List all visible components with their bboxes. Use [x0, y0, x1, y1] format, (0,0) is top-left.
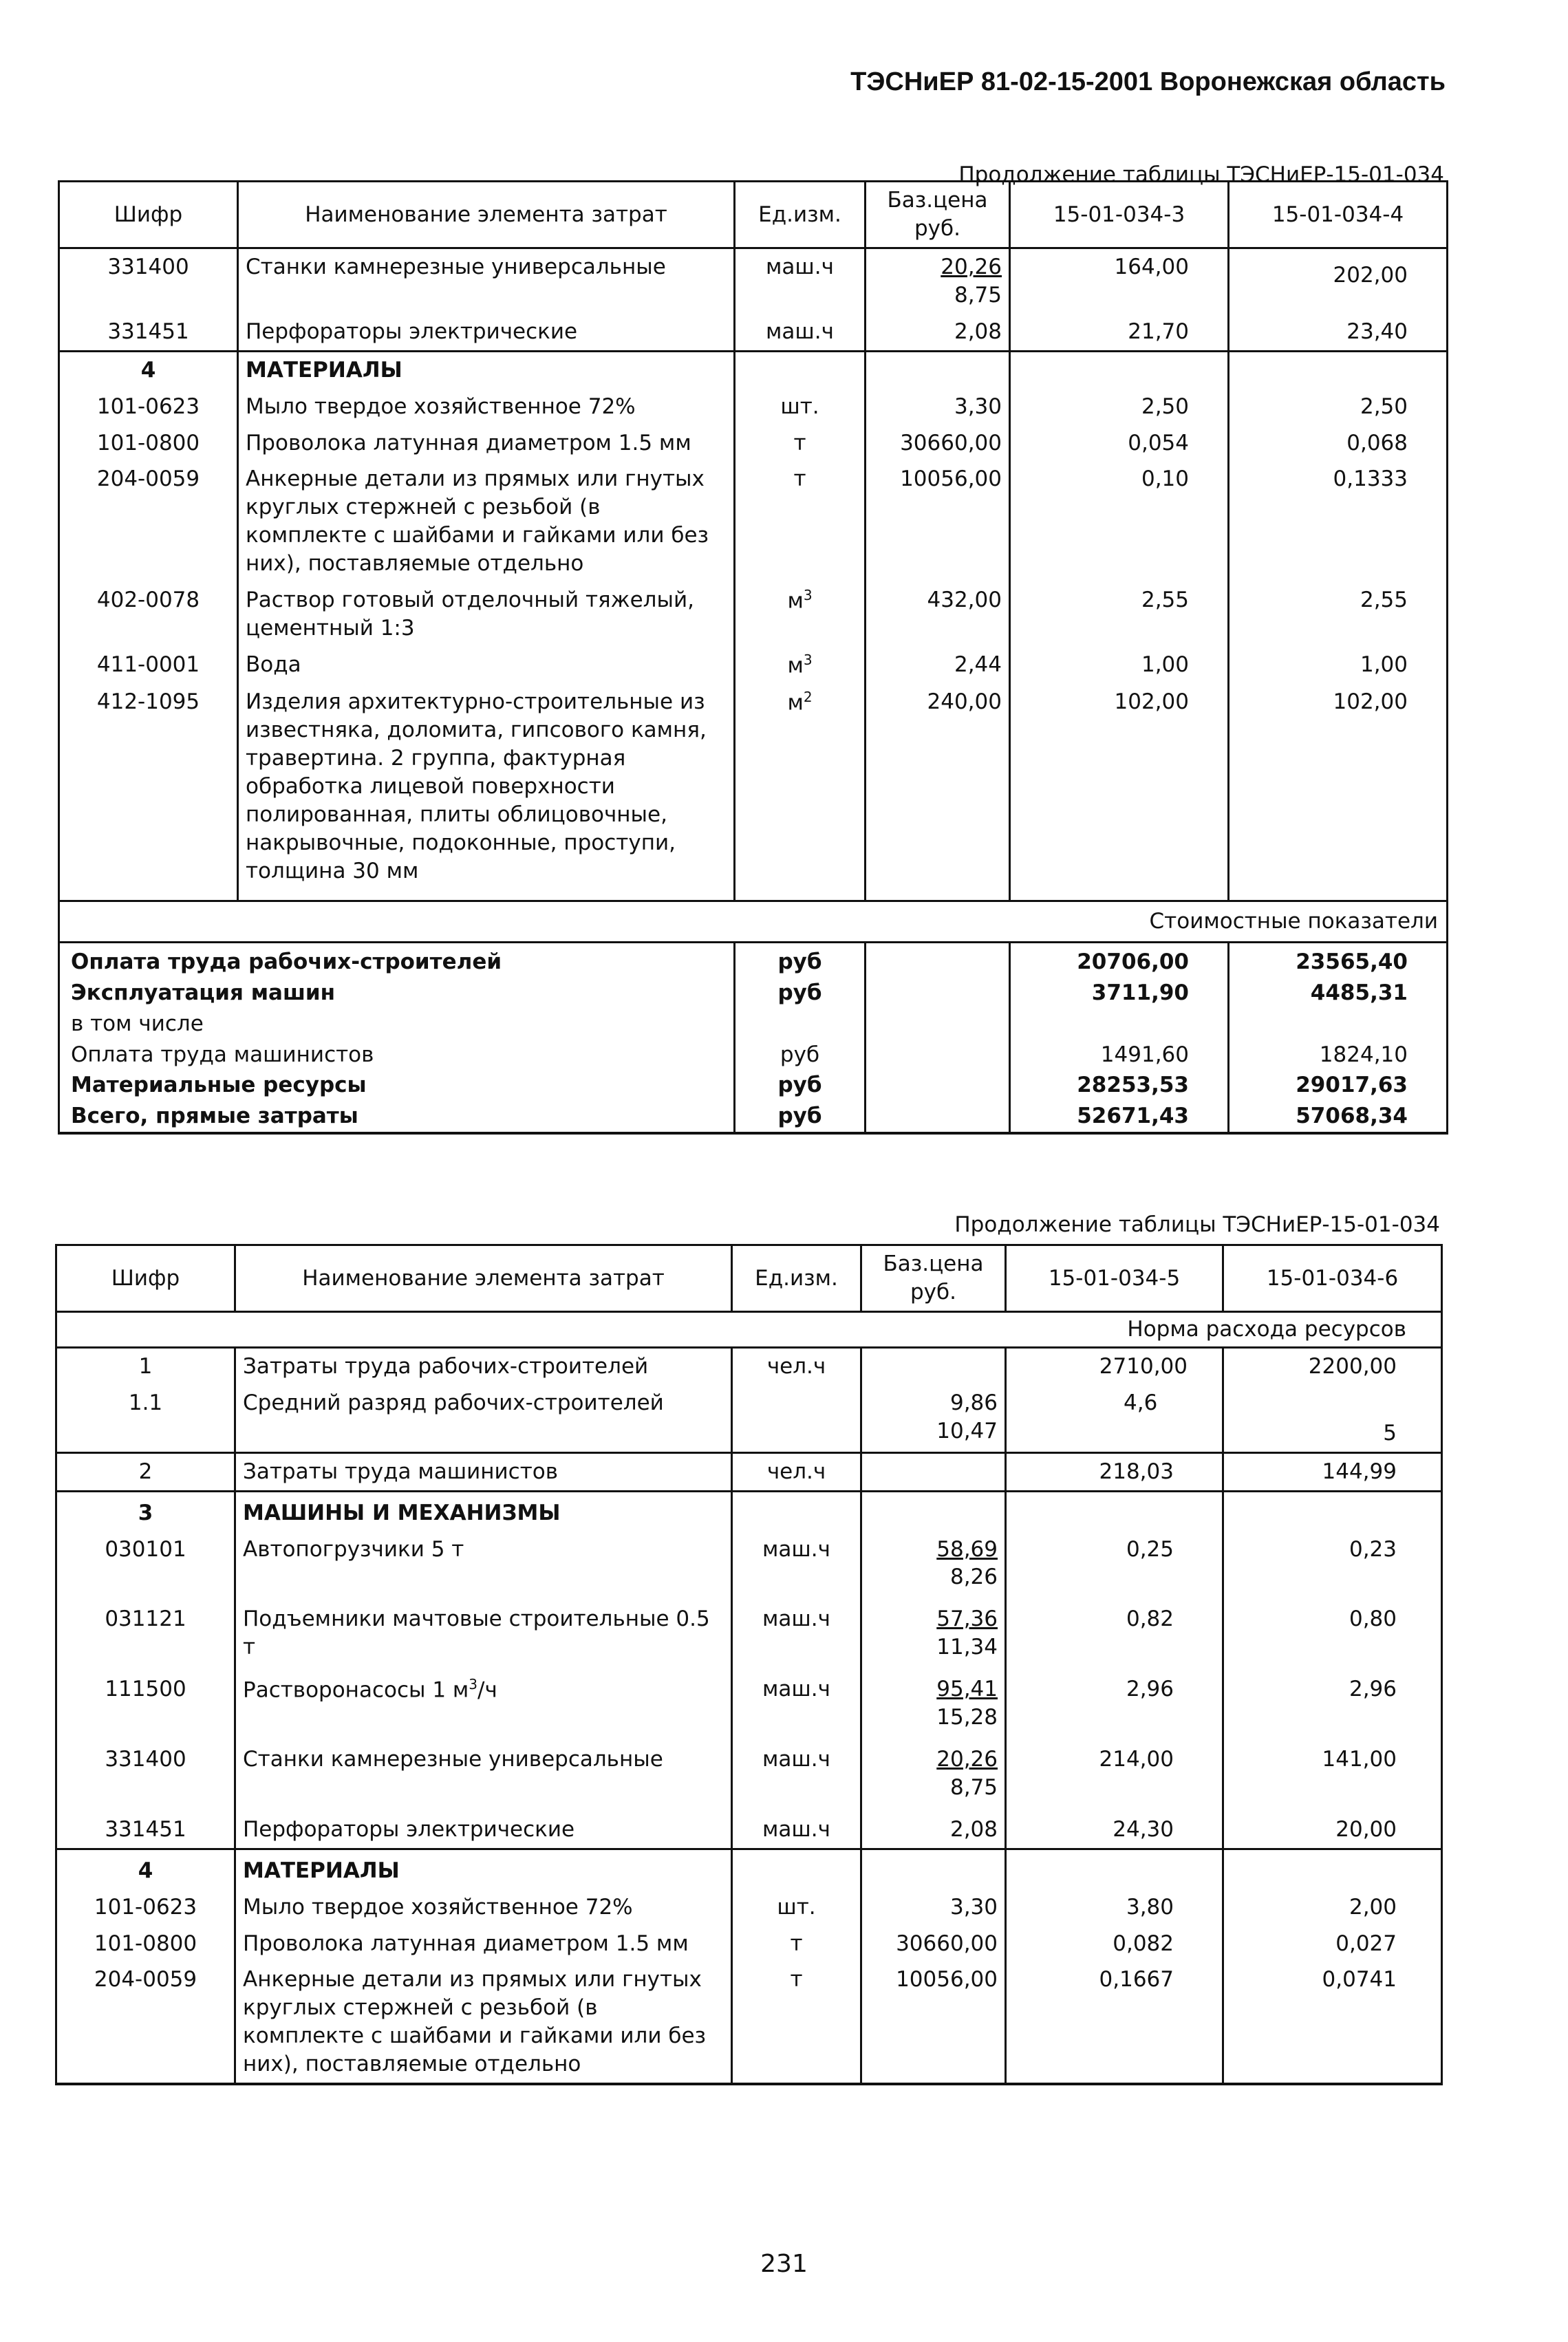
cost-value-b: 1824,10 — [1229, 1040, 1448, 1071]
row-price: 30660,00 — [866, 425, 1010, 462]
table-row — [56, 1889, 1442, 1926]
cost-unit: руб — [735, 1040, 866, 1071]
row-value-a: 1,00 — [1010, 647, 1229, 684]
cost-value-b: 29017,63 — [1229, 1070, 1448, 1101]
row-price: 30660,00 — [861, 1926, 1006, 1962]
row-value-b: 0,80 — [1223, 1596, 1442, 1666]
section-row — [56, 1491, 1442, 1531]
section-code: 4 — [56, 1849, 235, 1889]
row-name: Перфораторы электрические — [238, 314, 735, 351]
price-value-2: 8,75 — [949, 1774, 998, 1800]
row-unit: маш.ч — [732, 1596, 861, 1666]
row-price — [861, 1347, 1006, 1384]
row-price — [861, 1452, 1006, 1491]
col-header-unit: Ед.изм. — [735, 182, 866, 248]
table-row — [59, 582, 1448, 647]
row-name — [235, 1666, 732, 1736]
table-row — [56, 1736, 1442, 1806]
col-header-a: 15-01-034-5 — [1006, 1245, 1223, 1312]
unit-superscript: 3 — [469, 1676, 478, 1693]
row-value-b: 102,00 — [1229, 684, 1448, 901]
row-value-a: 24,30 — [1006, 1806, 1223, 1849]
row-name: Изделия архитектурно-строительные из известняка, доломита, гипсового камня, травертина. 2 группа, фактурная обработка лицевой поверхности полированная, плиты облицовочные, накрывочные, подоконные, проступи, толщина 30 мм — [238, 684, 735, 901]
row-value-b: 0,027 — [1223, 1926, 1442, 1962]
cost-label: в том числе — [59, 1009, 735, 1040]
row-value-b: 0,1333 — [1229, 461, 1448, 582]
row-price: 432,00 — [866, 582, 1010, 647]
cost-value-a: 1491,60 — [1010, 1040, 1229, 1071]
row-value-b: 23,40 — [1229, 314, 1448, 351]
cost-label: Материальные ресурсы — [59, 1070, 735, 1101]
price-value-2: 8,75 — [954, 282, 1002, 308]
row-value-a: 2,55 — [1010, 582, 1229, 647]
table-row — [56, 1926, 1442, 1962]
cost-row — [59, 978, 1448, 1009]
row-name: Средний разряд рабочих-строителей — [235, 1385, 732, 1452]
row-code: 331451 — [56, 1806, 235, 1849]
row-price: 3,30 — [861, 1889, 1006, 1926]
row-code: 101-0623 — [56, 1889, 235, 1926]
row-unit: маш.ч — [732, 1666, 861, 1736]
row-price: 3,30 — [866, 389, 1010, 425]
row-code: 030101 — [56, 1532, 235, 1596]
row-unit: маш.ч — [732, 1736, 861, 1806]
cost-value-a: 52671,43 — [1010, 1101, 1229, 1133]
row-code: 101-0623 — [59, 389, 238, 425]
row-unit — [732, 1385, 861, 1452]
table1-header-row — [59, 182, 1448, 248]
row-value-a: 102,00 — [1010, 684, 1229, 901]
table1-caption: Продолжение таблицы ТЭСНиЕР-15-01-034 — [958, 162, 1444, 187]
row-code: 204-0059 — [56, 1962, 235, 2084]
cost-value-b: 23565,40 — [1229, 943, 1448, 978]
row-code: 331400 — [59, 248, 238, 314]
row-price — [861, 1385, 1006, 1452]
cost-row — [59, 943, 1448, 978]
row-code: 1.1 — [56, 1385, 235, 1452]
row-value-a: 164,00 — [1010, 248, 1229, 314]
row-name: Перфораторы электрические — [235, 1806, 732, 1849]
price-value: 9,86 — [949, 1390, 998, 1415]
section-row — [59, 351, 1448, 388]
section-row — [56, 1849, 1442, 1889]
col-header-a: 15-01-034-3 — [1010, 182, 1229, 248]
price-value: 20,26 — [936, 1746, 998, 1772]
row-name: Затраты труда рабочих-строителей — [235, 1347, 732, 1384]
table-row — [59, 647, 1448, 684]
row-price — [866, 248, 1010, 314]
row-code: 411-0001 — [59, 647, 238, 684]
price-value: 57,36 — [936, 1607, 998, 1632]
row-code: 331400 — [56, 1736, 235, 1806]
table-row — [56, 1596, 1442, 1666]
row-name: Анкерные детали из прямых или гнутых круглых стержней с резьбой (в комплекте с шайбами и гайками или без них), поставляемые отдельно — [235, 1962, 732, 2084]
row-value-b: 0,0741 — [1223, 1962, 1442, 2084]
unit-text: м — [787, 653, 804, 678]
row-name: Мыло твердое хозяйственное 72% — [235, 1889, 732, 1926]
cost-row — [59, 1009, 1448, 1040]
row-value-b: 144,99 — [1223, 1452, 1442, 1491]
col-header-b: 15-01-034-4 — [1229, 182, 1448, 248]
cost-unit: руб — [735, 978, 866, 1009]
row-value-a: 218,03 — [1006, 1452, 1223, 1491]
col-header-unit: Ед.изм. — [732, 1245, 861, 1312]
row-value-b: 202,00 — [1229, 248, 1448, 314]
row-value-b: 2,50 — [1229, 389, 1448, 425]
table-row — [59, 425, 1448, 462]
section-code: 3 — [56, 1491, 235, 1531]
price-value: 20,26 — [941, 255, 1002, 279]
cost-label: Всего, прямые затраты — [59, 1101, 735, 1133]
row-price: 2,44 — [866, 647, 1010, 684]
col-header-code: Шифр — [59, 182, 238, 248]
row-code: 2 — [56, 1452, 235, 1491]
row-value-b: 1,00 — [1229, 647, 1448, 684]
table-row — [56, 1452, 1442, 1491]
row-value-b: 2,55 — [1229, 582, 1448, 647]
row-value-a: 3,80 — [1006, 1889, 1223, 1926]
row-code: 402-0078 — [59, 582, 238, 647]
row-unit: т — [732, 1926, 861, 1962]
row-unit: шт. — [732, 1889, 861, 1926]
unit-superscript: 3 — [803, 651, 813, 668]
row-value-a: 0,082 — [1006, 1926, 1223, 1962]
table-row — [56, 1962, 1442, 2084]
row-unit — [735, 582, 866, 647]
row-code: 111500 — [56, 1666, 235, 1736]
price-value-2: 11,34 — [936, 1635, 998, 1660]
row-value-a: 0,25 — [1006, 1532, 1223, 1596]
row-value-b: 141,00 — [1223, 1736, 1442, 1806]
document-header-title: ТЭСНиЕР 81-02-15-2001 Воронежская область — [850, 67, 1446, 96]
name-text-tail: /ч — [477, 1677, 497, 1703]
row-code: 331451 — [59, 314, 238, 351]
table-row — [59, 461, 1448, 582]
cost-unit: руб — [735, 943, 866, 978]
row-price: 10056,00 — [861, 1962, 1006, 2084]
section-code: 4 — [59, 351, 238, 388]
row-unit: т — [735, 461, 866, 582]
unit-text: м — [787, 690, 804, 716]
row-unit — [735, 647, 866, 684]
row-name: Анкерные детали из прямых или гнутых круглых стержней с резьбой (в комплекте с шайбами и гайками или без них), поставляемые отдельно — [238, 461, 735, 582]
row-value-a: 21,70 — [1010, 314, 1229, 351]
cost-row — [59, 1040, 1448, 1071]
row-value-a: 0,1667 — [1006, 1962, 1223, 2084]
row-unit: маш.ч — [735, 314, 866, 351]
row-value-a: 0,82 — [1006, 1596, 1223, 1666]
col-header-name: Наименование элемента затрат — [238, 182, 735, 248]
table-row — [56, 1666, 1442, 1736]
row-value-a: 0,054 — [1010, 425, 1229, 462]
table-row — [56, 1532, 1442, 1596]
row-value-b: 5 — [1223, 1385, 1442, 1452]
price-value: 58,69 — [936, 1536, 998, 1562]
row-unit: т — [735, 425, 866, 462]
row-name: Вода — [238, 647, 735, 684]
cost-value-b: 4485,31 — [1229, 978, 1448, 1009]
row-value-b: 20,00 — [1223, 1806, 1442, 1849]
row-value-a: 214,00 — [1006, 1736, 1223, 1806]
cost-value-a: 20706,00 — [1010, 943, 1229, 978]
row-name: Подъемники мачтовые строительные 0.5 т — [235, 1596, 732, 1666]
row-unit: чел.ч — [732, 1452, 861, 1491]
section-title: МАТЕРИАЛЫ — [235, 1849, 732, 1889]
unit-superscript: 2 — [803, 689, 813, 706]
row-name: Проволока латунная диаметром 1.5 мм — [235, 1926, 732, 1962]
row-unit: т — [732, 1962, 861, 2084]
table-row — [56, 1347, 1442, 1384]
resource-table-2 — [55, 1244, 1443, 2085]
table2-caption: Продолжение таблицы ТЭСНиЕР-15-01-034 — [954, 1212, 1440, 1237]
row-name: Автопогрузчики 5 т — [235, 1532, 732, 1596]
page-number: 231 — [760, 2250, 808, 2278]
price-value-2: 15,28 — [936, 1705, 998, 1730]
row-code: 204-0059 — [59, 461, 238, 582]
cost-unit: руб — [735, 1070, 866, 1101]
row-price — [861, 1532, 1006, 1596]
norm-section-title-row — [56, 1312, 1442, 1348]
row-price: 2,08 — [866, 314, 1010, 351]
resource-table-1 — [58, 180, 1448, 1135]
row-code: 101-0800 — [56, 1926, 235, 1962]
row-value-a: 4,6 — [1006, 1385, 1223, 1452]
cost-value-b: 57068,34 — [1229, 1101, 1448, 1133]
row-code: 412-1095 — [59, 684, 238, 901]
row-value-b: 2,96 — [1223, 1666, 1442, 1736]
name-text: Растворонасосы 1 м — [243, 1677, 469, 1703]
norm-section-title: Норма расхода ресурсов — [56, 1312, 1442, 1348]
row-value-a: 2,50 — [1010, 389, 1229, 425]
row-price: 240,00 — [866, 684, 1010, 901]
table2-header-row — [56, 1245, 1442, 1312]
row-unit: маш.ч — [732, 1532, 861, 1596]
row-price — [861, 1596, 1006, 1666]
row-code: 101-0800 — [59, 425, 238, 462]
cost-label: Оплата труда рабочих-строителей — [59, 943, 735, 978]
row-value-b: 0,23 — [1223, 1532, 1442, 1596]
cost-label: Эксплуатация машин — [59, 978, 735, 1009]
row-unit: чел.ч — [732, 1347, 861, 1384]
row-unit: шт. — [735, 389, 866, 425]
row-unit: маш.ч — [732, 1806, 861, 1849]
row-name: Раствор готовый отделочный тяжелый, цементный 1:3 — [238, 582, 735, 647]
cost-value-a: 3711,90 — [1010, 978, 1229, 1009]
price-value-2: 10,47 — [936, 1418, 998, 1443]
col-header-b: 15-01-034-6 — [1223, 1245, 1442, 1312]
unit-superscript: 3 — [803, 587, 813, 604]
row-value-b: 2200,00 — [1223, 1347, 1442, 1384]
cost-row — [59, 1070, 1448, 1101]
row-code: 1 — [56, 1347, 235, 1384]
cost-section-title: Стоимостные показатели — [59, 901, 1448, 943]
row-price: 10056,00 — [866, 461, 1010, 582]
row-value-b: 0,068 — [1229, 425, 1448, 462]
table-row — [59, 314, 1448, 351]
unit-text: м — [787, 588, 804, 614]
col-header-base-price: Баз.цена руб. — [861, 1245, 1006, 1312]
row-unit — [735, 684, 866, 901]
col-header-name: Наименование элемента затрат — [235, 1245, 732, 1312]
col-header-base-price: Баз.цена руб. — [866, 182, 1010, 248]
row-value-a: 2710,00 — [1006, 1347, 1223, 1384]
row-value-a: 2,96 — [1006, 1666, 1223, 1736]
cost-section-title-row — [59, 901, 1448, 943]
cost-row-total — [59, 1101, 1448, 1133]
section-title: МАШИНЫ И МЕХАНИЗМЫ — [235, 1491, 732, 1531]
col-header-code: Шифр — [56, 1245, 235, 1312]
row-code: 031121 — [56, 1596, 235, 1666]
cost-label: Оплата труда машинистов — [59, 1040, 735, 1071]
row-name: Станки камнерезные универсальные — [235, 1736, 732, 1806]
row-value-a: 0,10 — [1010, 461, 1229, 582]
row-value-b: 2,00 — [1223, 1889, 1442, 1926]
section-title: МАТЕРИАЛЫ — [238, 351, 735, 388]
row-price — [861, 1736, 1006, 1806]
cost-unit: руб — [735, 1101, 866, 1133]
table-row — [59, 684, 1448, 901]
table-row — [59, 389, 1448, 425]
row-name: Мыло твердое хозяйственное 72% — [238, 389, 735, 425]
cost-value-a: 28253,53 — [1010, 1070, 1229, 1101]
table-row — [56, 1806, 1442, 1849]
price-value-2: 8,26 — [949, 1565, 998, 1590]
row-name: Станки камнерезные универсальные — [238, 248, 735, 314]
row-name: Затраты труда машинистов — [235, 1452, 732, 1491]
row-price: 2,08 — [861, 1806, 1006, 1849]
table-row — [59, 248, 1448, 314]
row-name: Проволока латунная диаметром 1.5 мм — [238, 425, 735, 462]
row-price — [861, 1666, 1006, 1736]
table-row — [56, 1385, 1442, 1452]
row-unit: маш.ч — [735, 248, 866, 314]
price-value: 95,41 — [936, 1677, 998, 1702]
